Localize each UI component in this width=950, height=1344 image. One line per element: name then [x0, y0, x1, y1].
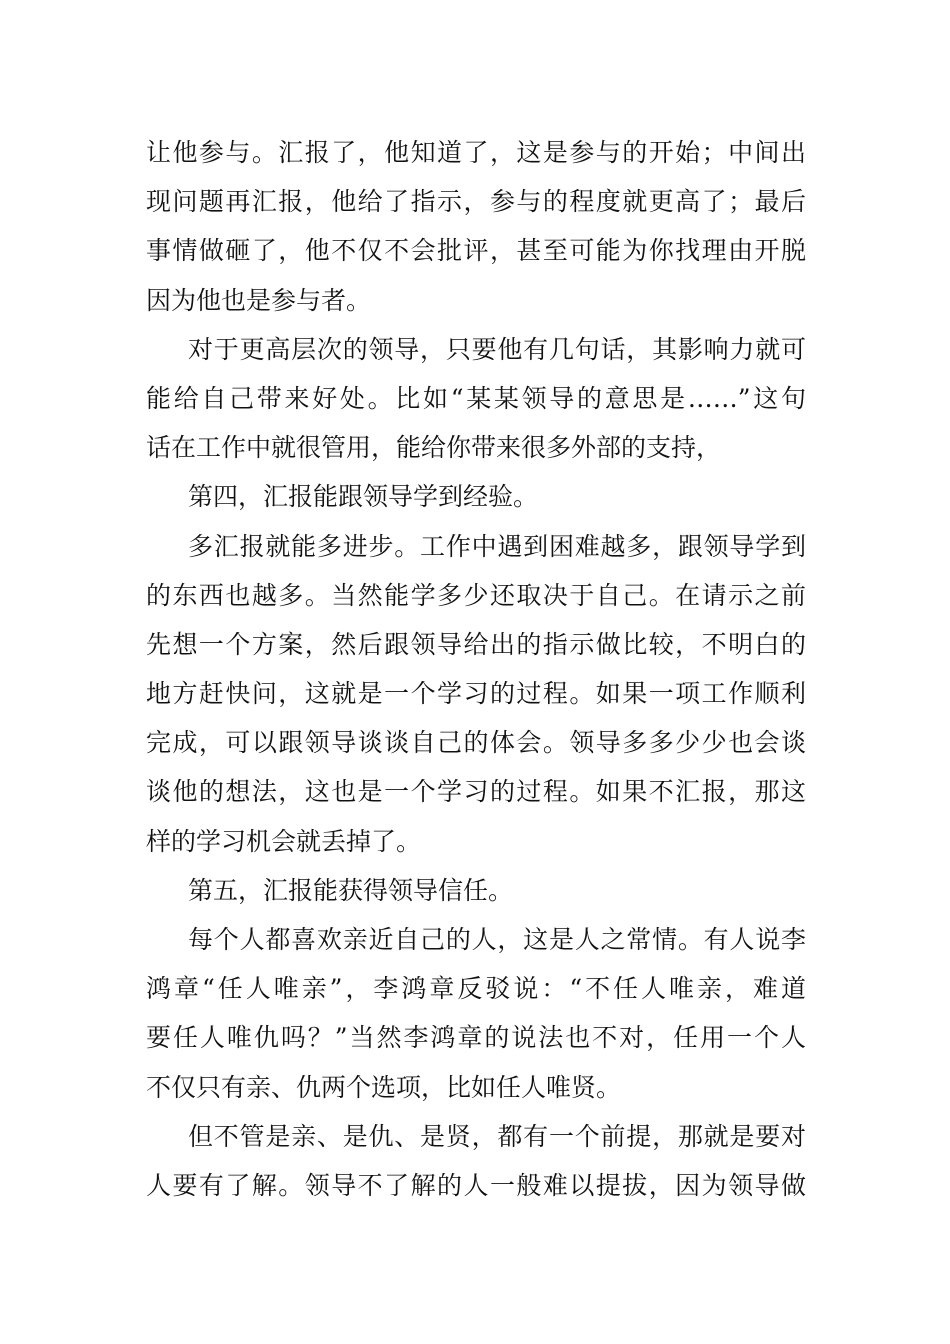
text-line: 鸿章“任人唯亲”，李鸿章反驳说：“不任人唯亲，难道: [146, 974, 806, 1004]
text-line: 现问题再汇报，他给了指示，参与的程度就更高了；最后: [146, 187, 806, 217]
text-line: 完成，可以跟领导谈谈自己的体会。领导多多少少也会谈: [146, 728, 806, 758]
text-line: 事情做砸了，他不仅不会批评，甚至可能为你找理由开脱: [146, 236, 806, 266]
text-line: 让他参与。汇报了，他知道了，这是参与的开始；中间出: [146, 138, 806, 167]
document-text-body: [146, 128, 806, 1210]
text-line: 要任人唯仇吗？”当然李鸿章的说法也不对，任用一个人: [146, 1023, 806, 1053]
text-line: 每个人都喜欢亲近自己的人，这是人之常情。有人说李: [188, 925, 806, 954]
section-heading: 第五，汇报能获得领导信任。: [188, 875, 514, 905]
text-line: 话在工作中就很管用，能给你带来很多外部的支持，: [146, 433, 722, 463]
text-line: 样的学习机会就丢掉了。: [146, 826, 422, 856]
text-line: 谈他的想法，这也是一个学习的过程。如果不汇报，那这: [146, 777, 806, 807]
text-line: 先想一个方案，然后跟领导给出的指示做比较，不明白的: [146, 629, 806, 659]
text-line: 多汇报就能多进步。工作中遇到困难越多，跟领导学到: [188, 531, 806, 561]
text-line: 不仅只有亲、仇两个选项，比如任人唯贤。: [146, 1072, 622, 1102]
text-line: 因为他也是参与者。: [146, 285, 372, 315]
section-heading: 第四，汇报能跟领导学到经验。: [188, 482, 539, 512]
text-line: 但不管是亲、是仇、是贤，都有一个前提，那就是要对: [188, 1121, 806, 1151]
text-line: 对于更高层次的领导，只要他有几句话，其影响力就可: [188, 334, 806, 364]
text-line: 的东西也越多。当然能学多少还取决于自己。在请示之前: [146, 580, 806, 610]
text-line: 地方赶快问，这就是一个学习的过程。如果一项工作顺利: [146, 679, 806, 709]
text-line: 人要有了解。领导不了解的人一般难以提拔，因为领导做: [146, 1170, 806, 1200]
text-line: 能给自己带来好处。比如“某某领导的意思是……”这句: [146, 383, 806, 413]
